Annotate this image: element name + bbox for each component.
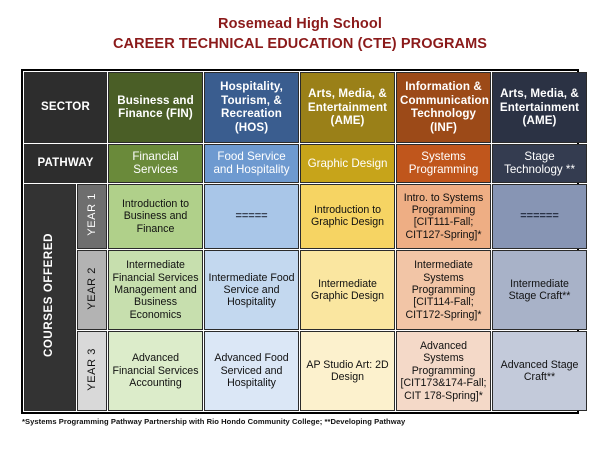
pathway-cell-ame2: Stage Technology **: [492, 144, 587, 183]
course-cell-ame-year3: AP Studio Art: 2D Design: [300, 331, 395, 411]
courses-offered-label: COURSES OFFERED: [43, 233, 56, 358]
row-label-pathway: PATHWAY: [24, 144, 107, 183]
course-cell-ame-year1: Introduction to Graphic Design: [300, 184, 395, 249]
row-label-year2: [77, 250, 107, 330]
course-cell-ame-year2: Intermediate Graphic Design: [300, 250, 395, 330]
cte-programs-table: [23, 71, 588, 412]
sector-cell-ame: Arts, Media, & Entertainment (AME): [300, 72, 395, 143]
footnote: *Systems Programming Pathway Partnership with Rio Hondo Community College; **Developing Pathway: [22, 417, 406, 426]
row-label-courses-offered: [24, 184, 76, 411]
pathway-cell-ame: Graphic Design: [300, 144, 395, 183]
course-cell-hos-year3: Advanced Food Serviced and Hospitality: [204, 331, 299, 411]
sector-cell-inf: Information & Communication Technology (INF): [396, 72, 491, 143]
table-row-year3: [24, 331, 587, 411]
year2-label: YEAR 2: [85, 266, 98, 310]
cte-programs-table-wrapper: [21, 69, 579, 414]
course-cell-ame2-year3: Advanced Stage Craft**: [492, 331, 587, 411]
year3-label: YEAR 3: [85, 347, 98, 391]
pathway-cell-fin: Financial Services: [108, 144, 203, 183]
sector-cell-ame2: Arts, Media, & Entertainment (AME): [492, 72, 587, 143]
sector-cell-hos: Hospitality, Tourism, & Recreation (HOS): [204, 72, 299, 143]
course-cell-ame2-year2: Intermediate Stage Craft**: [492, 250, 587, 330]
course-cell-ame2-year1: ======: [492, 184, 587, 249]
pathway-cell-inf: Systems Programming: [396, 144, 491, 183]
course-cell-inf-year2: Intermediate Systems Programming [CIT114-Fall; CIT172-Spring]*: [396, 250, 491, 330]
table-row-sector: [24, 72, 587, 143]
table-row-year1: [24, 184, 587, 249]
table-row-pathway: [24, 144, 587, 183]
course-cell-hos-year1: =====: [204, 184, 299, 249]
pathway-cell-hos: Food Service and Hospitality: [204, 144, 299, 183]
course-cell-hos-year2: Intermediate Food Service and Hospitality: [204, 250, 299, 330]
school-name: Rosemead High School: [218, 16, 382, 32]
row-label-sector: SECTOR: [24, 72, 107, 143]
course-cell-inf-year1: Intro. to Systems Programming [CIT111-Fall; CIT127-Spring]*: [396, 184, 491, 249]
row-label-year3: [77, 331, 107, 411]
table-row-year2: [24, 250, 587, 330]
year1-label: YEAR 1: [85, 193, 98, 236]
sector-cell-fin: Business and Finance (FIN): [108, 72, 203, 143]
course-cell-fin-year2: Intermediate Financial Services Management and Business Economics: [108, 250, 203, 330]
course-cell-fin-year1: Introduction to Business and Finance: [108, 184, 203, 249]
course-cell-fin-year3: Advanced Financial Services Accounting: [108, 331, 203, 411]
course-cell-inf-year3: Advanced Systems Programming [CIT173&174-Fall; CIT 178-Spring]*: [396, 331, 491, 411]
program-title: CAREER TECHNICAL EDUCATION (CTE) PROGRAMS: [112, 36, 488, 52]
row-label-year1: [77, 184, 107, 249]
page-title: [0, 0, 600, 54]
